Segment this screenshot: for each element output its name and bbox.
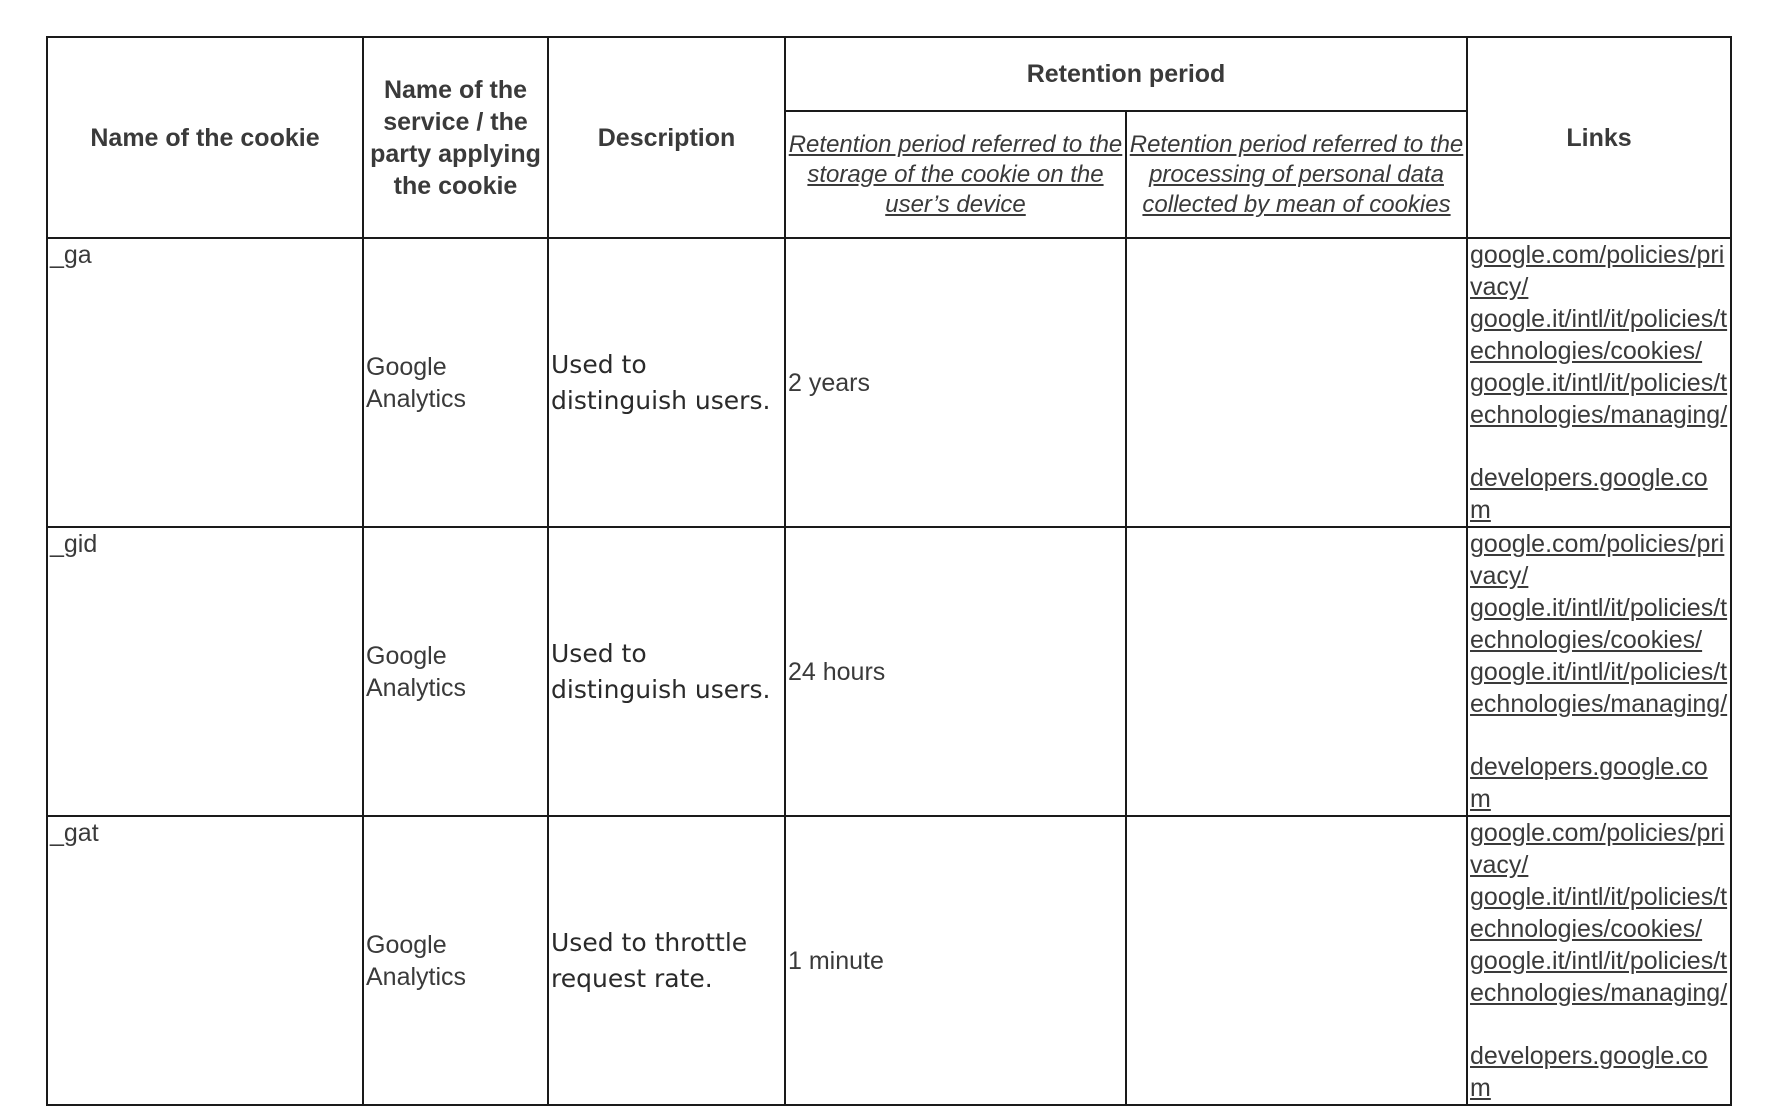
retention-processing-value: [1126, 816, 1467, 1105]
retention-storage-value: 2 years: [785, 238, 1126, 527]
link-google-privacy[interactable]: google.com/policies/privacy/: [1470, 241, 1725, 301]
header-service: Name of the service / the party applying the cookie: [363, 37, 548, 238]
link-google-cookies[interactable]: google.it/intl/it/policies/technologies/cookies/: [1470, 594, 1728, 654]
cookie-description: Used to throttle request rate.: [548, 816, 785, 1105]
header-retention-storage: Retention period referred to the storage of the cookie on the user’s device: [785, 111, 1126, 238]
link-google-privacy[interactable]: google.com/policies/privacy/: [1470, 819, 1725, 879]
cookie-name: _ga: [47, 238, 363, 527]
retention-processing-value: [1126, 238, 1467, 527]
cookie-service: Google Analytics: [363, 527, 548, 816]
link-google-cookies[interactable]: google.it/intl/it/policies/technologies/cookies/: [1470, 883, 1728, 943]
retention-storage-value: 24 hours: [785, 527, 1126, 816]
cookie-description: Used to distinguish users.: [548, 527, 785, 816]
cookie-name: _gat: [47, 816, 363, 1105]
header-description: Description: [548, 37, 785, 238]
link-google-developers[interactable]: developers.google.com: [1470, 753, 1708, 813]
cookie-description: Used to distinguish users.: [548, 238, 785, 527]
cookie-links: [1467, 816, 1731, 1105]
retention-storage-value: 1 minute: [785, 816, 1126, 1105]
cookie-service: Google Analytics: [363, 238, 548, 527]
link-google-managing[interactable]: google.it/intl/it/policies/technologies/managing/: [1470, 947, 1728, 1007]
table-row: [47, 816, 1731, 1105]
cookie-links: [1467, 238, 1731, 527]
header-retention-processing: Retention period referred to the processing of personal data collected by mean of cookies: [1126, 111, 1467, 238]
cookie-name: _gid: [47, 527, 363, 816]
header-cookie-name: Name of the cookie: [47, 37, 363, 238]
link-google-developers[interactable]: developers.google.com: [1470, 1042, 1708, 1102]
link-google-developers[interactable]: developers.google.com: [1470, 464, 1708, 524]
link-google-privacy[interactable]: google.com/policies/privacy/: [1470, 530, 1725, 590]
header-retention-period: Retention period: [785, 37, 1467, 111]
table-row: [47, 527, 1731, 816]
link-google-managing[interactable]: google.it/intl/it/policies/technologies/managing/: [1470, 369, 1728, 429]
link-google-managing[interactable]: google.it/intl/it/policies/technologies/managing/: [1470, 658, 1728, 718]
cookie-service: Google Analytics: [363, 816, 548, 1105]
link-google-cookies[interactable]: google.it/intl/it/policies/technologies/cookies/: [1470, 305, 1728, 365]
cookie-policy-page: [46, 36, 1732, 1106]
header-links: Links: [1467, 37, 1731, 238]
retention-processing-value: [1126, 527, 1467, 816]
cookie-table: [46, 36, 1732, 1106]
cookie-links: [1467, 527, 1731, 816]
table-row: [47, 238, 1731, 527]
